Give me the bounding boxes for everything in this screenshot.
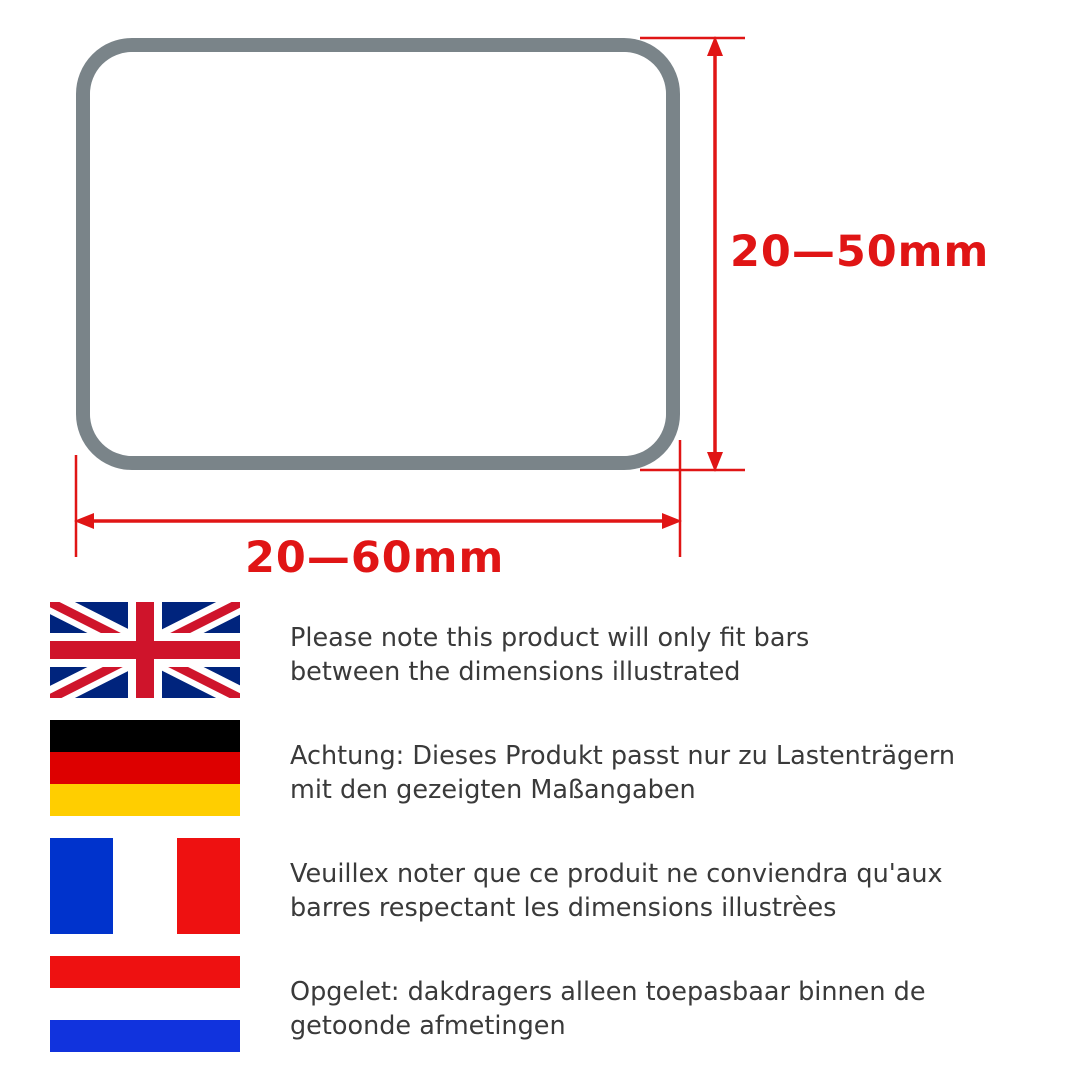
multilingual-notes bbox=[0, 596, 1080, 1068]
netherlands-flag-icon bbox=[50, 956, 240, 1052]
note-line-1: Please note this product will only fit bars bbox=[290, 623, 810, 653]
note-row bbox=[0, 596, 1080, 714]
uk-flag-icon bbox=[50, 602, 240, 698]
note-text-french bbox=[290, 832, 1080, 925]
flag-cell bbox=[0, 714, 290, 816]
note-line-2: mit den gezeigten Maßangaben bbox=[290, 774, 696, 805]
note-line-1: Veuillex noter que ce produit ne conviendra qu'aux bbox=[290, 859, 943, 889]
france-flag-icon bbox=[50, 838, 240, 934]
note-text-dutch bbox=[290, 950, 1080, 1043]
note-row bbox=[0, 832, 1080, 950]
bar-cross-section-inner bbox=[90, 52, 666, 456]
note-line-2: barres respectant les dimensions illustrèes bbox=[290, 892, 837, 923]
note-line-2: between the dimensions illustrated bbox=[290, 656, 741, 687]
germany-flag-icon bbox=[50, 720, 240, 816]
note-line-1: Opgelet: dakdragers alleen toepasbaar binnen de bbox=[290, 977, 926, 1007]
width-dimension-label: 20—60mm bbox=[245, 533, 505, 583]
flag-cell bbox=[0, 950, 290, 1052]
note-text-english bbox=[290, 596, 1080, 689]
flag-cell bbox=[0, 832, 290, 934]
note-row bbox=[0, 950, 1080, 1068]
note-line-2: getoonde afmetingen bbox=[290, 1010, 566, 1041]
note-line-1: Achtung: Dieses Produkt passt nur zu Lastenträgern bbox=[290, 741, 956, 771]
flag-cell bbox=[0, 596, 290, 698]
note-row bbox=[0, 714, 1080, 832]
note-text-german bbox=[290, 714, 1080, 807]
height-dimension-label: 20—50mm bbox=[730, 227, 990, 277]
